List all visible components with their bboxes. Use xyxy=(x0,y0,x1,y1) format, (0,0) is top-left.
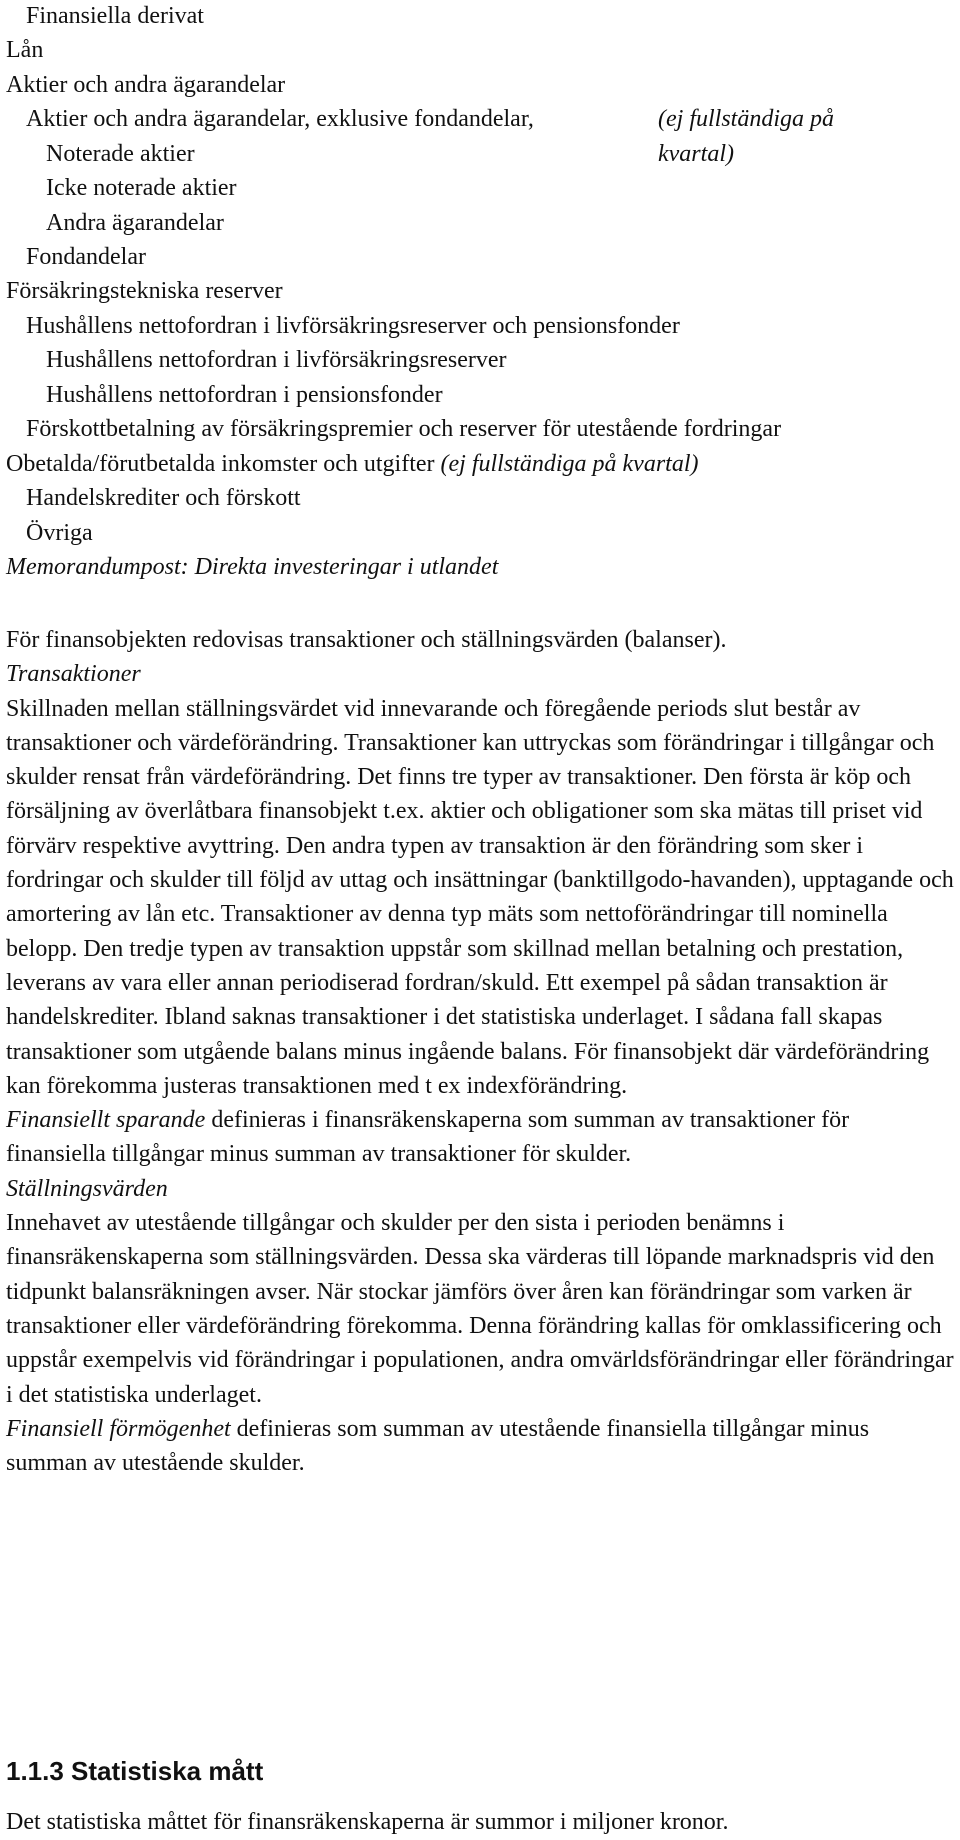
list-item: Hushållens nettofordran i livförsäkringsreserver och pensionsfonder xyxy=(26,313,680,339)
list-item-text: Obetalda/förutbetalda inkomster och utgifter xyxy=(6,451,435,477)
financial-wealth-term: Finansiell förmögenhet xyxy=(6,1415,231,1442)
list-item: Försäkringstekniska reserver xyxy=(6,278,283,304)
financial-saving-paragraph xyxy=(6,1103,954,1172)
incomplete-quarter-note-continued: kvartal) xyxy=(658,141,734,167)
transactions-heading: Transaktioner xyxy=(6,661,141,688)
list-item: Aktier och andra ägarandelar xyxy=(6,72,286,98)
list-item: Noterade aktier xyxy=(46,141,195,167)
transactions-paragraph: Skillnaden mellan ställningsvärdet vid innevarande och föregående periods slut består av transaktioner och värdeförändring. Transaktioner kan uttryckas som förändringar i tillgångar och skulder rensat från värdeförändring. Det finns tre typer av transaktioner. Den första är köp och försäljning av överlåtbara finansobjekt t.ex. aktier och obligationer som ska mätas till priset vid förvärv respektive avyttring. Den andra typen av transaktion är den förändring som sker i fordringar och skulder till följd av uttag och insättningar (banktillgodo-havanden), upptagande och amortering av lån etc. Transaktioner av denna typ mäts som nettoförändringar till nominella belopp. Den tredje typen av transaktion uppstår som skillnad mellan betalning och prestation, leverans av vara eller annan periodiserad fordran/skuld. Ett exempel på sådan transaktion är handelskrediter. Ibland saknas transaktioner i det statistiska underlaget. I sådana fall skapas transaktioner som utgående balans minus ingående balans. För finansobjekt där värdeförändring kan förekomma justeras transaktionen med t ex indexförändring. xyxy=(6,695,954,1099)
list-item-with-note xyxy=(6,449,699,479)
section-heading: 1.1.3 Statistiska mått xyxy=(6,1756,264,1786)
list-item: Handelskrediter och förskott xyxy=(26,485,301,511)
list-item: Icke noterade aktier xyxy=(46,175,237,201)
positions-heading: Ställningsvärden xyxy=(6,1175,168,1202)
list-item: Aktier och andra ägarandelar, exklusive fondandelar, xyxy=(26,106,534,132)
financial-saving-term: Finansiellt sparande xyxy=(6,1107,206,1134)
list-item: Andra ägarandelar xyxy=(46,210,224,236)
incomplete-quarter-note-inline: (ej fullständiga på kvartal) xyxy=(440,451,699,477)
intro-paragraph: För finansobjekten redovisas transaktioner och ställningsvärden (balanser). xyxy=(6,627,727,653)
financial-wealth-paragraph xyxy=(6,1412,954,1481)
list-item: Hushållens nettofordran i pensionsfonder xyxy=(46,382,443,408)
financial-wealth-definition: definieras som summan av utestående finansiella tillgångar minus summan av utestående skulder. xyxy=(6,1415,870,1477)
section-paragraph: Det statistiska måttet för finansräkenskaperna är summor i miljoner kronor. xyxy=(6,1809,729,1835)
list-item: Fondandelar xyxy=(26,244,146,270)
list-item: Lån xyxy=(6,37,44,63)
incomplete-quarter-note: (ej fullständiga på xyxy=(658,106,834,132)
list-item: Hushållens nettofordran i livförsäkringsreserver xyxy=(46,347,507,373)
list-item: Övriga xyxy=(26,520,93,546)
memorandum-item: Memorandumpost: Direkta investeringar i utlandet xyxy=(6,554,499,580)
list-item: Finansiella derivat xyxy=(26,3,204,29)
positions-paragraph: Innehavet av utestående tillgångar och skulder per den sista i perioden benämns i finansräkenskaperna som ställningsvärden. Dessa ska värderas till löpande marknadspris vid den tidpunkt balansräkningen avser. När stockar jämförs över åren kan förändringar som varken är transaktioner eller värdeförändring förekomma. Denna förändring kallas för omklassificering och uppstår exempelvis vid förändringar i populationen, andra omvärldsförändringar eller förändringar i det statistiska underlaget. xyxy=(6,1210,954,1408)
list-item: Förskottbetalning av försäkringspremier och reserver för utestående fordringar xyxy=(26,416,782,442)
body-text xyxy=(6,623,954,1480)
financial-saving-definition: definieras i finansräkenskaperna som summan av transaktioner för finansiella tillgångar minus summan av transaktioner för skulder. xyxy=(6,1107,850,1168)
